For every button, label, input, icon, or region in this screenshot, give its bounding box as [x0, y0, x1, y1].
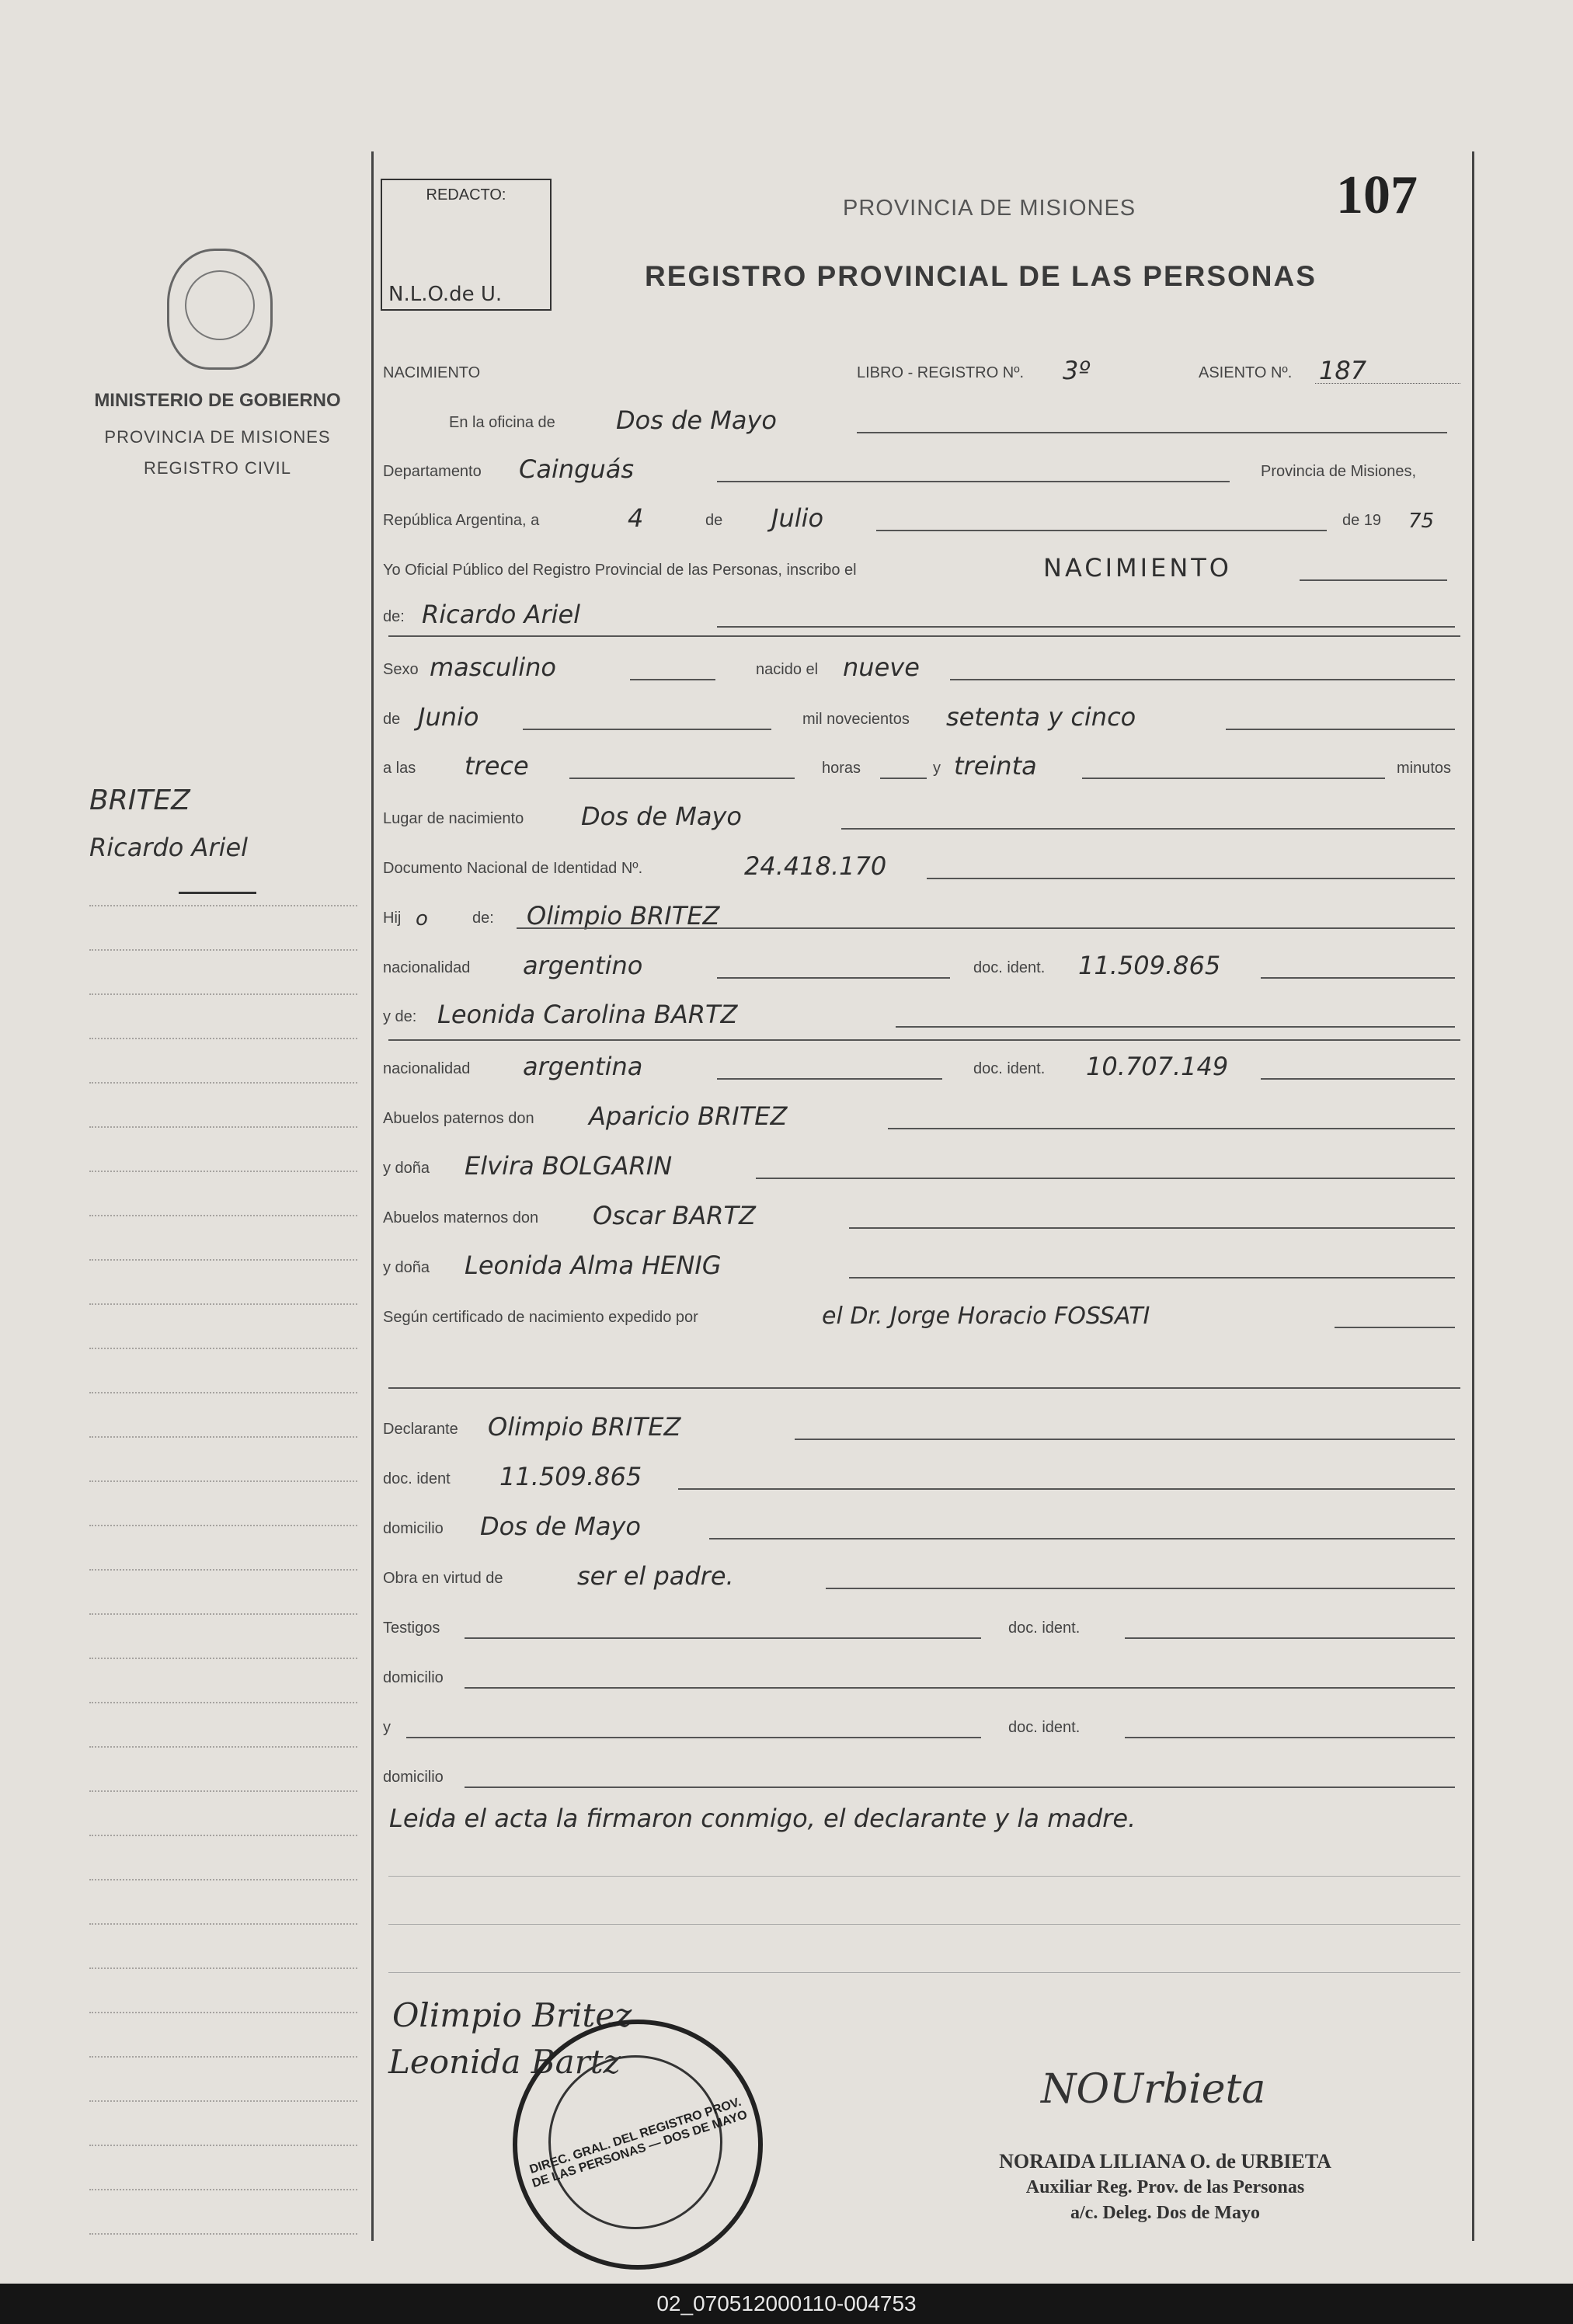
declarante-value: Olimpio BRITEZ	[488, 1412, 681, 1442]
blank-line	[388, 1924, 1460, 1925]
leida-value: Leida el acta la firmaron conmigo, el declarante y la madre.	[389, 1804, 1136, 1833]
row-abuela-pat	[383, 1150, 1460, 1184]
margin-surname: BRITEZ	[89, 785, 190, 816]
margin-dotted-line	[89, 1658, 357, 1659]
header-registry: REGISTRO PROVINCIAL DE LAS PERSONAS	[645, 260, 1317, 292]
padre-doc-label: doc. ident.	[973, 959, 1046, 976]
margin-underline	[179, 892, 256, 894]
margin-dotted-line	[89, 1259, 357, 1261]
margin-dotted-line	[89, 905, 357, 906]
libro-label: LIBRO - REGISTRO Nº.	[857, 364, 1025, 381]
margin-dotted-line	[89, 2145, 357, 2146]
testigos-label: Testigos	[383, 1619, 440, 1637]
margin-dotted-line	[89, 1746, 357, 1748]
minutos-value: treinta	[954, 751, 1037, 781]
hijo-de-label: de:	[472, 910, 494, 927]
margin-dotted-line	[89, 2100, 357, 2102]
minutos-label: minutos	[1397, 760, 1452, 777]
blank-line	[388, 1876, 1460, 1877]
margin-dotted-line	[89, 1348, 357, 1349]
ab-pat-label: Abuelos paternos don	[383, 1110, 534, 1127]
row-padre	[383, 899, 1460, 934]
madre-doc-label: doc. ident.	[973, 1060, 1046, 1077]
anio-nac-value: setenta y cinco	[946, 702, 1136, 732]
row-declarante-doc	[383, 1460, 1460, 1494]
madre-nac-label: nacionalidad	[383, 1060, 471, 1077]
hijo-suffix: o	[416, 907, 428, 931]
redacto-label: REDACTO:	[426, 186, 506, 204]
official-name: NORAIDA LILIANA O. de URBIETA	[999, 2150, 1331, 2173]
republica-label: República Argentina, a	[383, 512, 540, 529]
row-domicilio	[383, 1510, 1460, 1544]
madre-nac-value: argentina	[523, 1052, 643, 1081]
margin-dotted-line	[89, 1038, 357, 1039]
redacto-value: N.L.O.de U.	[388, 283, 503, 306]
row-mes-anio	[383, 701, 1460, 735]
margin-dotted-line	[89, 1835, 357, 1836]
margin-dotted-line	[89, 2056, 357, 2058]
margin-dotted-line	[89, 1702, 357, 1703]
row-testigo-domicilio2	[383, 1759, 1460, 1793]
doc-ident-label: doc. ident	[383, 1470, 451, 1487]
row-dni	[383, 850, 1460, 884]
libro-value: 3º	[1063, 356, 1091, 385]
margin-dotted-line	[89, 1790, 357, 1792]
asiento-label: ASIENTO Nº.	[1199, 364, 1293, 381]
row-declarante	[383, 1411, 1460, 1445]
nacido-label: nacido el	[756, 661, 819, 678]
testigo2-doc-label: doc. ident.	[1008, 1719, 1081, 1736]
asiento-value: 187	[1319, 356, 1367, 385]
padre-value: Olimpio BRITEZ	[527, 901, 720, 931]
page-number: 107	[1336, 165, 1418, 225]
margin-dotted-line	[89, 1126, 357, 1128]
margin-dotted-line	[89, 1171, 357, 1172]
row-obra	[383, 1560, 1460, 1594]
margin-dotted-line	[89, 1613, 357, 1615]
row-nacimiento	[383, 354, 1460, 388]
row-hora	[383, 750, 1460, 784]
sexo-label: Sexo	[383, 661, 419, 678]
testigo-domicilio1-label: domicilio	[383, 1669, 444, 1686]
row-oficina	[383, 404, 1460, 438]
padre-nac-value: argentino	[523, 951, 643, 980]
ab-pat-dona-value: Elvira BOLGARIN	[465, 1151, 673, 1181]
ab-pat-don-value: Aparicio BRITEZ	[589, 1101, 788, 1131]
row-abuelo-mat	[383, 1199, 1460, 1233]
margin-dotted-line	[89, 2189, 357, 2190]
lugar-value: Dos de Mayo	[581, 802, 742, 831]
row-testigo-domicilio1	[383, 1659, 1460, 1693]
oficial-label: Yo Oficial Público del Registro Provincial de las Personas, inscribo el	[383, 562, 857, 579]
mes-value: Julio	[771, 503, 824, 533]
de-label: de	[705, 512, 723, 529]
row-lugar	[383, 800, 1460, 834]
row-departamento	[383, 453, 1460, 487]
ab-mat-don-value: Oscar BARTZ	[593, 1201, 756, 1230]
alas-label: a las	[383, 760, 416, 777]
nacimiento-label: NACIMIENTO	[383, 364, 481, 381]
testigo-domicilio2-label: domicilio	[383, 1769, 444, 1786]
obra-value: ser el padre.	[577, 1561, 734, 1591]
lugar-label: Lugar de nacimiento	[383, 810, 524, 827]
registry-stamp-icon	[513, 2020, 763, 2270]
signature-madre: Leonida Bartz	[388, 2043, 621, 2081]
mil-label: mil novecientos	[802, 711, 910, 728]
de3-label: de	[383, 711, 401, 728]
sexo-value: masculino	[430, 652, 556, 682]
stamp-text: DIREC. GRAL. DEL REGISTRO PROV. DE LAS PERSONAS — DOS DE MAYO	[527, 2095, 750, 2190]
cert-label: Según certificado de nacimiento expedido por	[383, 1309, 698, 1326]
redacto-box	[381, 179, 552, 311]
dia-value: 4	[628, 503, 644, 533]
mes-nac-value: Junio	[418, 702, 479, 732]
margin-dotted-line	[89, 949, 357, 951]
row-certificado	[383, 1299, 1460, 1333]
nacido-value: nueve	[843, 652, 920, 682]
row-padre-nac	[383, 949, 1460, 983]
departamento-label: Departamento	[383, 463, 482, 480]
de2-label: de:	[383, 608, 405, 625]
departamento-value: Cainguás	[519, 454, 634, 484]
margin-dotted-line	[89, 1525, 357, 1526]
margin-dotted-line	[89, 1082, 357, 1084]
yde-label: y de:	[383, 1008, 417, 1025]
row-madre	[383, 998, 1460, 1032]
ab-mat-dona-value: Leonida Alma HENIG	[465, 1251, 722, 1280]
margin-dotted-line	[89, 1436, 357, 1438]
declarante-label: Declarante	[383, 1421, 458, 1438]
oficina-value: Dos de Mayo	[616, 405, 777, 435]
cert-value: el Dr. Jorge Horacio FOSSATI	[822, 1303, 1150, 1330]
year-value: 75	[1408, 510, 1435, 533]
row-madre-nac	[383, 1050, 1460, 1084]
nombre-value: Ricardo Ariel	[422, 600, 581, 629]
madre-value: Leonida Carolina BARTZ	[437, 1000, 738, 1029]
hora-value: trece	[465, 751, 529, 781]
margin-dotted-line	[89, 1923, 357, 1925]
madre-doc-value: 10.707.149	[1086, 1052, 1229, 1081]
row-testigo2	[383, 1709, 1460, 1743]
signature-declarante: Olimpio Britez	[392, 1996, 632, 2034]
testigos-doc-label: doc. ident.	[1008, 1619, 1081, 1637]
left-province-label: PROVINCIA DE MISIONES	[104, 427, 331, 447]
ab-pat-dona-label: y doña	[383, 1160, 430, 1177]
header-province: PROVINCIA DE MISIONES	[843, 196, 1136, 221]
signature-official: NOUrbieta	[1041, 2066, 1266, 2113]
padre-nac-label: nacionalidad	[383, 959, 471, 976]
ab-mat-label: Abuelos maternos don	[383, 1209, 539, 1226]
row-sexo	[383, 651, 1460, 685]
obra-label: Obra en virtud de	[383, 1570, 503, 1587]
provincia-label: Provincia de Misiones,	[1261, 463, 1417, 480]
civil-registry-label: REGISTRO CIVIL	[143, 458, 292, 478]
acto-value: NACIMIENTO	[1043, 553, 1232, 583]
row-abuelo-pat	[383, 1100, 1460, 1134]
margin-given-name: Ricardo Ariel	[89, 833, 249, 862]
row-abuela-mat	[383, 1249, 1460, 1283]
row-oficial	[383, 551, 1460, 586]
domicilio-value: Dos de Mayo	[480, 1512, 641, 1541]
margin-dotted-line	[89, 1480, 357, 1482]
margin-dotted-line	[89, 1879, 357, 1880]
ab-mat-dona-label: y doña	[383, 1259, 430, 1276]
horas-label: horas	[822, 760, 861, 777]
declarante-doc-value: 11.509.865	[499, 1462, 642, 1491]
margin-dotted-line	[89, 1392, 357, 1393]
margin-dotted-line	[89, 1967, 357, 1969]
row-leida	[383, 1802, 1460, 1836]
official-delegation: a/c. Deleg. Dos de Mayo	[1070, 2203, 1260, 2223]
coat-of-arms-seal-icon	[167, 249, 273, 370]
dni-label: Documento Nacional de Identidad Nº.	[383, 860, 643, 877]
blank-line	[388, 1972, 1460, 1973]
ministry-label: MINISTERIO DE GOBIERNO	[94, 390, 341, 411]
margin-dotted-line	[89, 1569, 357, 1571]
image-caption: 02_070512000110-004753	[0, 2284, 1573, 2324]
hijo-label: Hij	[383, 910, 402, 927]
de-year-label: de 19	[1342, 512, 1382, 529]
dni-value: 24.418.170	[744, 851, 887, 881]
row-fecha	[383, 502, 1460, 536]
oficina-label: En la oficina de	[449, 414, 555, 431]
row-nombre	[383, 598, 1460, 632]
margin-dotted-line	[89, 1215, 357, 1216]
margin-dotted-line	[89, 993, 357, 995]
padre-doc-value: 11.509.865	[1078, 951, 1221, 980]
official-role: Auxiliar Reg. Prov. de las Personas	[1025, 2177, 1305, 2197]
domicilio-label: domicilio	[383, 1520, 444, 1537]
margin-dotted-line	[89, 2233, 357, 2235]
row-testigos	[383, 1609, 1460, 1644]
margin-dotted-line	[89, 2012, 357, 2013]
testigo2-y-label: y	[383, 1719, 391, 1736]
margin-dotted-line	[89, 1303, 357, 1305]
y-label: y	[933, 760, 941, 777]
